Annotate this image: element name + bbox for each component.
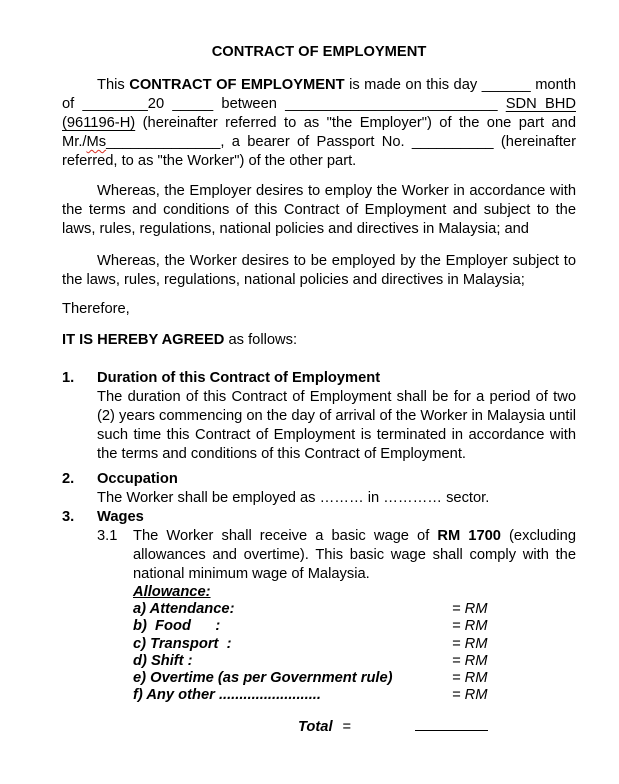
total-equals-sign: = <box>342 719 352 736</box>
allowance-label: e) Overtime (as per Government rule) <box>133 670 393 687</box>
text-segment: (hereinafter referred to as "the Employer") of the one part and Mr./ <box>62 115 576 150</box>
text-segment: This <box>97 77 130 93</box>
clause-number: 3.1 <box>97 528 118 544</box>
clause-3-1 <box>97 527 576 737</box>
allowance-value: = RM <box>452 635 488 652</box>
allowance-label: b) Food : <box>133 618 221 635</box>
section-occupation <box>62 470 576 508</box>
allowance-row-other <box>133 687 576 704</box>
text-segment: IT IS HEREBY AGREED <box>62 332 225 348</box>
section-number: 1. <box>62 370 75 386</box>
recital-worker-paragraph: Whereas, the Worker desires to be employed by the Employer subject to the laws, rules, regulations, national policies and directives in Malaysia; <box>62 253 576 288</box>
allowance-value: = RM <box>452 670 488 687</box>
allowance-label: a) Attendance: <box>133 601 235 618</box>
section-heading: Duration of this Contract of Employment <box>97 370 381 386</box>
allowance-value: = RM <box>452 618 488 635</box>
agreed-intro-line <box>62 331 576 350</box>
allowance-value: = RM <box>452 687 488 704</box>
text-segment: __________________________ <box>285 96 506 112</box>
allowance-label: c) Transport : <box>133 635 232 652</box>
section-number: 2. <box>62 471 75 487</box>
section-heading: Occupation <box>97 471 178 487</box>
allowance-label: f) Any other ......................... <box>133 687 321 704</box>
total-amount-blank-line <box>415 717 488 731</box>
allowance-label: d) Shift : <box>133 652 193 669</box>
clause-body <box>133 527 576 584</box>
section-heading: Wages <box>97 509 144 525</box>
allowance-list <box>133 584 576 737</box>
section-duration <box>62 369 576 464</box>
text-segment: SDN BHD (961196-H) <box>62 96 576 131</box>
text-segment: is made on this day ______ month of ________20 _____ between <box>62 77 577 112</box>
text-segment: as follows: <box>224 332 298 348</box>
recital-employer-paragraph: Whereas, the Employer desires to employ the Worker in accordance with the terms and conditions of this Contract of Employment and subject to the laws, rules, regulations, national policies and directives in Malaysia; and <box>62 183 576 237</box>
document-title: CONTRACT OF EMPLOYMENT <box>211 44 427 60</box>
section-wages <box>62 508 576 737</box>
text-segment: (excluding allowances and overtime). This basic wage shall comply with the national minimum wage of Malaysia. <box>133 528 576 582</box>
text-segment: The Worker shall receive a basic wage of <box>133 528 438 544</box>
total-label: Total <box>298 719 333 736</box>
misspelled-word: Ms <box>86 134 107 150</box>
allowance-row-attendance <box>133 601 576 618</box>
allowance-row-shift <box>133 653 576 670</box>
allowance-value: = RM <box>452 601 488 618</box>
allowance-total-row <box>133 717 576 737</box>
section-number: 3. <box>62 509 75 525</box>
text-segment: CONTRACT OF EMPLOYMENT <box>129 77 345 93</box>
section-body: The Worker shall be employed as ……… in ………… sector. <box>97 490 490 506</box>
text-segment: ______________, a bearer of Passport No. __________ (hereinafter referred, to as "the Worker") of the other part. <box>62 134 576 169</box>
allowance-heading: Allowance: <box>133 584 211 600</box>
allowance-row-transport <box>133 636 576 653</box>
allowance-row-overtime <box>133 670 576 687</box>
text-segment: RM 1700 <box>437 528 501 544</box>
section-body: The duration of this Contract of Employment shall be for a period of two (2) years commencing on the day of arrival of the Worker in Malaysia until such time this Contract of Employment is terminated in accordance with the terms and conditions of this Contract of Employment. <box>97 389 576 462</box>
therefore-line: Therefore, <box>62 301 130 317</box>
opening-paragraph <box>62 76 576 171</box>
allowance-value: = RM <box>452 652 488 669</box>
allowance-row-food <box>133 618 576 635</box>
